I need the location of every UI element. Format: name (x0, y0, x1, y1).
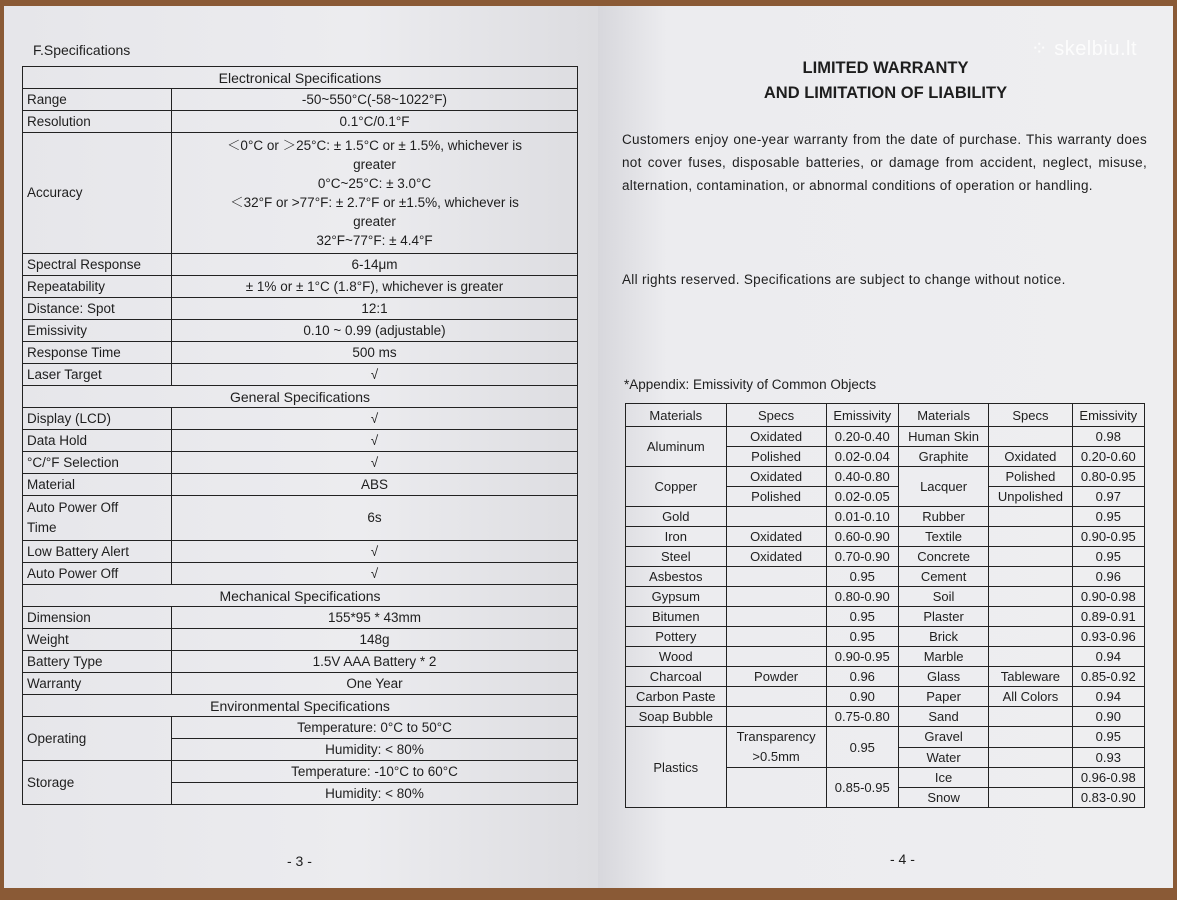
distance-label: Distance: Spot (23, 298, 172, 320)
weight-value: 148g (172, 629, 578, 651)
cell: Cement (898, 567, 988, 587)
general-header: General Specifications (23, 386, 578, 408)
datahold-label: Data Hold (23, 430, 172, 452)
table-row (23, 342, 578, 364)
cell: Asbestos (626, 567, 727, 587)
cell: Aluminum (626, 427, 727, 467)
cell: 0.70-0.90 (826, 547, 898, 567)
cell: 0.85-0.95 (826, 768, 898, 808)
cell: 0.02-0.04 (826, 447, 898, 467)
section-label: F.Specifications (33, 42, 131, 58)
warranty-paragraph: Customers enjoy one-year warranty from the date of purchase. This warranty does not cover fuses, disposable batteries, or damage from accident, neglect, misuse, alternation, contamination, or abnormal conditions of operation or handling. (622, 132, 1147, 193)
left-page (4, 6, 598, 888)
resolution-value: 0.1°C/0.1°F (172, 111, 578, 133)
cell (726, 687, 826, 707)
cell: Unpolished (989, 487, 1072, 507)
cell: 0.75-0.80 (826, 707, 898, 727)
cell (989, 547, 1072, 567)
range-label: Range (23, 89, 172, 111)
warranty-title-line1: LIMITED WARRANTY (802, 59, 969, 77)
cell: 0.83-0.90 (1072, 788, 1144, 808)
cell: Copper (626, 467, 727, 507)
table-header-row (626, 404, 1145, 427)
emissivity-label: Emissivity (23, 320, 172, 342)
table-row (23, 761, 578, 783)
cell: Brick (898, 627, 988, 647)
table-row (23, 276, 578, 298)
checkmark-icon: √ (172, 563, 578, 585)
table-row (23, 133, 578, 254)
table-row (626, 567, 1145, 587)
cell (989, 768, 1072, 788)
cell: 0.95 (1072, 507, 1144, 527)
warranty-value: One Year (172, 673, 578, 695)
weight-label: Weight (23, 629, 172, 651)
cell: 0.85-0.92 (1072, 667, 1144, 687)
accuracy-line: 0°C~25°C: ± 3.0°C (317, 176, 432, 191)
cell: All Colors (989, 687, 1072, 707)
watermark-logo-icon: ⁘ (1030, 38, 1049, 60)
cell: 0.60-0.90 (826, 527, 898, 547)
cell: Oxidated (726, 547, 826, 567)
battery-value: 1.5V AAA Battery * 2 (172, 651, 578, 673)
cell: Oxidated (726, 467, 826, 487)
cell: 0.95 (826, 627, 898, 647)
material-value: ABS (172, 474, 578, 496)
cell: Bitumen (626, 607, 727, 627)
table-row (23, 364, 578, 386)
cell: Powder (726, 667, 826, 687)
cell: 0.01-0.10 (826, 507, 898, 527)
accuracy-line: ＜0°C or ＞25°C: ± 1.5°C or ± 1.5%, whichever is (226, 138, 523, 153)
table-row (23, 651, 578, 673)
cell (989, 567, 1072, 587)
cell: Rubber (898, 507, 988, 527)
material-label: Material (23, 474, 172, 496)
table-row (23, 89, 578, 111)
cell (726, 627, 826, 647)
cell: Human Skin (898, 427, 988, 447)
storage-label: Storage (23, 761, 172, 805)
response-value: 500 ms (172, 342, 578, 364)
cell: 0.20-0.40 (826, 427, 898, 447)
operating-label: Operating (23, 717, 172, 761)
table-row (626, 607, 1145, 627)
warranty-label: Warranty (23, 673, 172, 695)
accuracy-value (172, 133, 578, 254)
plastics-spec-line2: >0.5mm (752, 749, 800, 764)
cf-selection-label: °C/°F Selection (23, 452, 172, 474)
cell: Plaster (898, 607, 988, 627)
cell: 0.95 (826, 607, 898, 627)
cell: 0.90-0.98 (1072, 587, 1144, 607)
cell: Gravel (898, 727, 988, 748)
cell (726, 507, 826, 527)
cell: Polished (726, 447, 826, 467)
table-row (626, 707, 1145, 727)
display-label: Display (LCD) (23, 408, 172, 430)
table-row (23, 563, 578, 585)
electronical-header: Electronical Specifications (23, 67, 578, 89)
cell: Gold (626, 507, 727, 527)
cell: 0.90 (826, 687, 898, 707)
cell: 0.02-0.05 (826, 487, 898, 507)
accuracy-line: 32°F~77°F: ± 4.4°F (316, 233, 433, 248)
checkmark-icon: √ (172, 541, 578, 563)
table-row (23, 673, 578, 695)
cell: Marble (898, 647, 988, 667)
autopower-time-line2: Time (27, 520, 57, 535)
cell: Paper (898, 687, 988, 707)
cell: 0.90-0.95 (826, 647, 898, 667)
resolution-label: Resolution (23, 111, 172, 133)
cell: Ice (898, 768, 988, 788)
cell: Oxidated (726, 427, 826, 447)
cell (989, 747, 1072, 768)
table-row (626, 527, 1145, 547)
cell: Polished (989, 467, 1072, 487)
table-row (23, 320, 578, 342)
cell: 0.95 (826, 567, 898, 587)
appendix-label: *Appendix: Emissivity of Common Objects (624, 377, 877, 392)
laser-label: Laser Target (23, 364, 172, 386)
cell: 0.96-0.98 (1072, 768, 1144, 788)
column-header: Emissivity (826, 404, 898, 427)
table-row (23, 607, 578, 629)
spectral-label: Spectral Response (23, 254, 172, 276)
range-value: -50~550°C(-58~1022°F) (172, 89, 578, 111)
distance-value: 12:1 (172, 298, 578, 320)
environmental-header: Environmental Specifications (23, 695, 578, 717)
repeatability-value: ± 1% or ± 1°C (1.8°F), whichever is greater (172, 276, 578, 298)
cell: 0.95 (826, 727, 898, 768)
cell (989, 788, 1072, 808)
cell: Carbon Paste (626, 687, 727, 707)
cell (726, 727, 826, 768)
storage-temperature: Temperature: -10°C to 60°C (172, 761, 578, 783)
cell: 0.98 (1072, 427, 1144, 447)
table-row (626, 427, 1145, 447)
cell: 0.80-0.90 (826, 587, 898, 607)
cell: 0.94 (1072, 687, 1144, 707)
table-row (23, 541, 578, 563)
cell (989, 627, 1072, 647)
table-row (23, 298, 578, 320)
accuracy-label: Accuracy (23, 133, 172, 254)
cell: 0.93 (1072, 747, 1144, 768)
cell (989, 507, 1072, 527)
cell (726, 707, 826, 727)
cell (726, 768, 826, 808)
response-label: Response Time (23, 342, 172, 364)
emissivity-value: 0.10 ~ 0.99 (adjustable) (172, 320, 578, 342)
cell (726, 567, 826, 587)
storage-humidity: Humidity: < 80% (172, 783, 578, 805)
table-row (23, 496, 578, 541)
cell: Glass (898, 667, 988, 687)
operating-temperature: Temperature: 0°C to 50°C (172, 717, 578, 739)
cell: Concrete (898, 547, 988, 567)
cell: Oxidated (726, 527, 826, 547)
cell: Gypsum (626, 587, 727, 607)
column-header: Specs (726, 404, 826, 427)
cell: 0.90 (1072, 707, 1144, 727)
specifications-table (22, 66, 578, 805)
cell: 0.94 (1072, 647, 1144, 667)
cell: 0.95 (1072, 727, 1144, 748)
cell (989, 527, 1072, 547)
cell: 0.95 (1072, 547, 1144, 567)
cell: 0.97 (1072, 487, 1144, 507)
plastics-spec-line1: Transparency (736, 729, 816, 744)
cell: 0.90-0.95 (1072, 527, 1144, 547)
autopower-time-label (23, 496, 172, 541)
dimension-value: 155*95 * 43mm (172, 607, 578, 629)
accuracy-line: ＜32°F or >77°F: ± 2.7°F or ±1.5%, whichever is (230, 195, 519, 210)
table-row (23, 430, 578, 452)
cell: Charcoal (626, 667, 727, 687)
rights-reserved: All rights reserved. Specifications are subject to change without notice. (622, 272, 1066, 287)
cell: Lacquer (898, 467, 988, 507)
cell: Wood (626, 647, 727, 667)
right-page (598, 6, 1173, 888)
cell: 0.96 (1072, 567, 1144, 587)
table-row (626, 507, 1145, 527)
table-row (626, 647, 1145, 667)
dimension-label: Dimension (23, 607, 172, 629)
lowbattery-label: Low Battery Alert (23, 541, 172, 563)
cell: Tableware (989, 667, 1072, 687)
cell (726, 607, 826, 627)
cell: 0.40-0.80 (826, 467, 898, 487)
cell: Textile (898, 527, 988, 547)
cell: Oxidated (989, 447, 1072, 467)
column-header: Materials (626, 404, 727, 427)
repeatability-label: Repeatability (23, 276, 172, 298)
table-row (626, 467, 1145, 487)
table-row (23, 474, 578, 496)
cell (989, 607, 1072, 627)
accuracy-line: greater (353, 157, 396, 172)
cell: 0.93-0.96 (1072, 627, 1144, 647)
cell (989, 587, 1072, 607)
table-row (23, 408, 578, 430)
table-row (23, 452, 578, 474)
cell (989, 647, 1072, 667)
cell (989, 707, 1072, 727)
cell (726, 587, 826, 607)
table-row (626, 687, 1145, 707)
cell: Iron (626, 527, 727, 547)
checkmark-icon: √ (172, 408, 578, 430)
column-header: Specs (989, 404, 1072, 427)
mechanical-header: Mechanical Specifications (23, 585, 578, 607)
checkmark-icon: √ (172, 452, 578, 474)
autopower-time-value: 6s (172, 496, 578, 541)
cell: Soap Bubble (626, 707, 727, 727)
autopower-label: Auto Power Off (23, 563, 172, 585)
cell: Plastics (626, 727, 727, 808)
page-number: - 3 - (287, 853, 312, 869)
cell: Sand (898, 707, 988, 727)
table-row (626, 627, 1145, 647)
checkmark-icon: √ (172, 430, 578, 452)
watermark-text: skelbiu.lt (1054, 38, 1137, 60)
cell (726, 647, 826, 667)
accuracy-line: greater (353, 214, 396, 229)
column-header: Emissivity (1072, 404, 1144, 427)
emissivity-table (625, 403, 1145, 808)
table-row (23, 629, 578, 651)
cell: 0.20-0.60 (1072, 447, 1144, 467)
table-row (626, 727, 1145, 748)
checkmark-icon: √ (172, 364, 578, 386)
cell: Graphite (898, 447, 988, 467)
page-number: - 4 - (890, 851, 915, 867)
cell: Snow (898, 788, 988, 808)
cell: Steel (626, 547, 727, 567)
table-row (626, 587, 1145, 607)
spectral-value: 6-14μm (172, 254, 578, 276)
operating-humidity: Humidity: < 80% (172, 739, 578, 761)
watermark (1031, 36, 1137, 61)
table-row (23, 254, 578, 276)
table-row (23, 717, 578, 739)
table-row (23, 111, 578, 133)
battery-label: Battery Type (23, 651, 172, 673)
table-row (626, 547, 1145, 567)
column-header: Materials (898, 404, 988, 427)
warranty-title-line2: AND LIMITATION OF LIABILITY (763, 84, 1008, 102)
cell: 0.80-0.95 (1072, 467, 1144, 487)
cell: Pottery (626, 627, 727, 647)
autopower-time-line1: Auto Power Off (27, 500, 119, 515)
table-row (626, 667, 1145, 687)
cell: Soil (898, 587, 988, 607)
cell (989, 727, 1072, 748)
cell (989, 427, 1072, 447)
cell: 0.96 (826, 667, 898, 687)
cell: Polished (726, 487, 826, 507)
cell: Water (898, 747, 988, 768)
cell: 0.89-0.91 (1072, 607, 1144, 627)
